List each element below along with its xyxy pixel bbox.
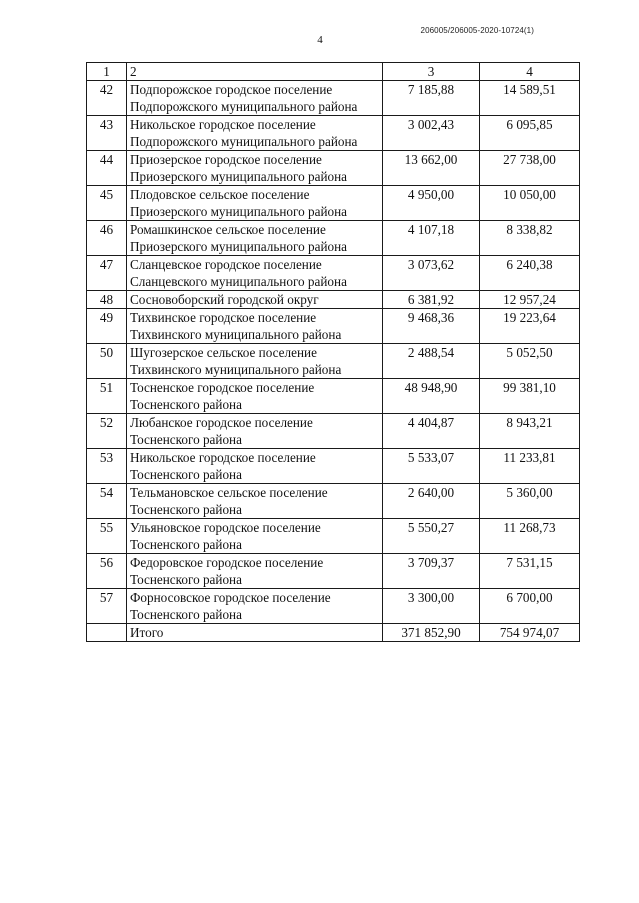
table-row [87, 151, 580, 186]
value-column-4: 19 223,64 [480, 309, 580, 344]
settlement-name: Ромашкинское сельское поселение Приозерского муниципального района [127, 221, 383, 256]
table-row [87, 309, 580, 344]
value-column-3: 3 002,43 [383, 116, 480, 151]
table-row [87, 449, 580, 484]
row-number: 51 [87, 379, 127, 414]
row-number: 56 [87, 554, 127, 589]
table-row [87, 379, 580, 414]
budget-table [86, 62, 580, 642]
value-column-3: 48 948,90 [383, 379, 480, 414]
value-column-3: 2 488,54 [383, 344, 480, 379]
settlement-name: Никольское городское поселение Подпорожского муниципального района [127, 116, 383, 151]
settlement-name: Приозерское городское поселение Приозерского муниципального района [127, 151, 383, 186]
row-number: 52 [87, 414, 127, 449]
table-row [87, 256, 580, 291]
value-column-3: 5 533,07 [383, 449, 480, 484]
settlement-name: Форносовское городское поселение Тосненского района [127, 589, 383, 624]
total-label: Итого [127, 624, 383, 642]
value-column-4: 10 050,00 [480, 186, 580, 221]
value-column-3: 3 073,62 [383, 256, 480, 291]
value-column-4: 14 589,51 [480, 81, 580, 116]
total-number [87, 624, 127, 642]
settlement-name: Ульяновское городское поселение Тосненского района [127, 519, 383, 554]
column-number-row [87, 63, 580, 81]
total-row [87, 624, 580, 642]
settlement-name: Любанское городское поселение Тосненского района [127, 414, 383, 449]
settlement-name: Никольское городское поселение Тосненского района [127, 449, 383, 484]
row-number: 55 [87, 519, 127, 554]
column-header-3: 3 [383, 63, 480, 81]
page-number: 4 [317, 34, 323, 46]
row-number: 46 [87, 221, 127, 256]
value-column-3: 6 381,92 [383, 291, 480, 309]
value-column-4: 8 338,82 [480, 221, 580, 256]
value-column-4: 8 943,21 [480, 414, 580, 449]
value-column-3: 4 404,87 [383, 414, 480, 449]
settlement-name: Подпорожское городское поселение Подпорожского муниципального района [127, 81, 383, 116]
settlement-name: Сосновоборский городской округ [127, 291, 383, 309]
value-column-4: 6 095,85 [480, 116, 580, 151]
value-column-3: 3 300,00 [383, 589, 480, 624]
table-body [87, 63, 580, 642]
row-number: 53 [87, 449, 127, 484]
row-number: 44 [87, 151, 127, 186]
value-column-3: 7 185,88 [383, 81, 480, 116]
settlement-name: Плодовское сельское поселение Приозерского муниципального района [127, 186, 383, 221]
settlement-name: Тельмановское сельское поселение Тосненского района [127, 484, 383, 519]
column-header-2: 2 [127, 63, 383, 81]
table-row [87, 414, 580, 449]
value-column-4: 6 700,00 [480, 589, 580, 624]
value-column-3: 4 950,00 [383, 186, 480, 221]
column-header-4: 4 [480, 63, 580, 81]
value-column-3: 5 550,27 [383, 519, 480, 554]
row-number: 49 [87, 309, 127, 344]
value-column-4: 27 738,00 [480, 151, 580, 186]
table-row [87, 519, 580, 554]
table-row [87, 589, 580, 624]
settlement-name: Шугозерское сельское поселение Тихвинского муниципального района [127, 344, 383, 379]
total-value-column-3: 371 852,90 [383, 624, 480, 642]
row-number: 45 [87, 186, 127, 221]
value-column-4: 11 233,81 [480, 449, 580, 484]
table-row [87, 116, 580, 151]
total-value-column-4: 754 974,07 [480, 624, 580, 642]
value-column-4: 6 240,38 [480, 256, 580, 291]
value-column-4: 99 381,10 [480, 379, 580, 414]
value-column-4: 5 360,00 [480, 484, 580, 519]
row-number: 54 [87, 484, 127, 519]
table-row [87, 221, 580, 256]
value-column-3: 4 107,18 [383, 221, 480, 256]
row-number: 57 [87, 589, 127, 624]
settlement-name: Сланцевское городское поселение Сланцевского муниципального района [127, 256, 383, 291]
value-column-4: 11 268,73 [480, 519, 580, 554]
value-column-3: 13 662,00 [383, 151, 480, 186]
table-row [87, 186, 580, 221]
value-column-4: 5 052,50 [480, 344, 580, 379]
table-row [87, 484, 580, 519]
table-row [87, 81, 580, 116]
row-number: 50 [87, 344, 127, 379]
value-column-3: 9 468,36 [383, 309, 480, 344]
table-row [87, 291, 580, 309]
settlement-name: Федоровское городское поселение Тосненского района [127, 554, 383, 589]
row-number: 48 [87, 291, 127, 309]
document-id: 206005/206005-2020-10724(1) [420, 26, 534, 35]
row-number: 43 [87, 116, 127, 151]
table-row [87, 554, 580, 589]
settlement-name: Тосненское городское поселение Тосненского района [127, 379, 383, 414]
value-column-4: 7 531,15 [480, 554, 580, 589]
value-column-3: 2 640,00 [383, 484, 480, 519]
column-header-1: 1 [87, 63, 127, 81]
row-number: 42 [87, 81, 127, 116]
value-column-3: 3 709,37 [383, 554, 480, 589]
value-column-4: 12 957,24 [480, 291, 580, 309]
table-row [87, 344, 580, 379]
settlement-name: Тихвинское городское поселение Тихвинского муниципального района [127, 309, 383, 344]
row-number: 47 [87, 256, 127, 291]
